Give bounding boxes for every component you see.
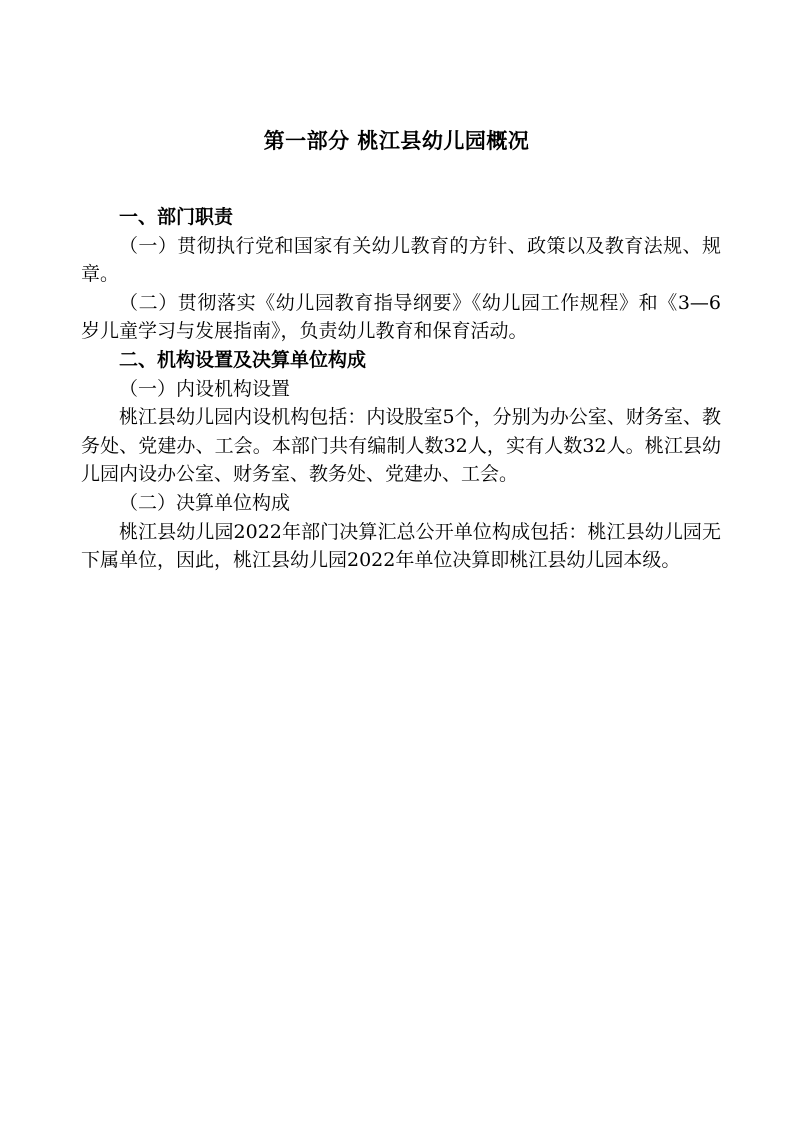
section-heading-structure: 二、机构设置及决算单位构成	[119, 348, 367, 371]
paragraph-duty-1: （一）贯彻执行党和国家有关幼儿教育的方针、政策以及教育法规、规章。	[81, 234, 721, 286]
paragraph-duty-2: （二）贯彻落实《幼儿园教育指导纲要》《幼儿园工作规程》和《3—6岁儿童学习与发展指南》，负责幼儿教育和保育活动。	[81, 291, 721, 343]
subheading-unit-composition: （二）决算单位构成	[119, 491, 291, 514]
document-body	[81, 203, 721, 575]
subheading-internal-structure: （一）内设机构设置	[119, 377, 291, 400]
section-heading-duties: 一、部门职责	[119, 206, 234, 228]
paragraph-internal-structure: 桃江县幼儿园内设机构包括：内设股室5个，分别为办公室、财务室、教务处、党建办、工会。本部门共有编制人数32人，实有人数32人。桃江县幼儿园内设办公室、财务室、教务处、党建办、工会。	[81, 406, 721, 486]
page-title: 第一部分 桃江县幼儿园概况	[263, 129, 530, 153]
paragraph-unit-composition: 桃江县幼儿园2022年部门决算汇总公开单位构成包括：桃江县幼儿园无下属单位，因此，桃江县幼儿园2022年单位决算即桃江县幼儿园本级。	[81, 520, 721, 572]
